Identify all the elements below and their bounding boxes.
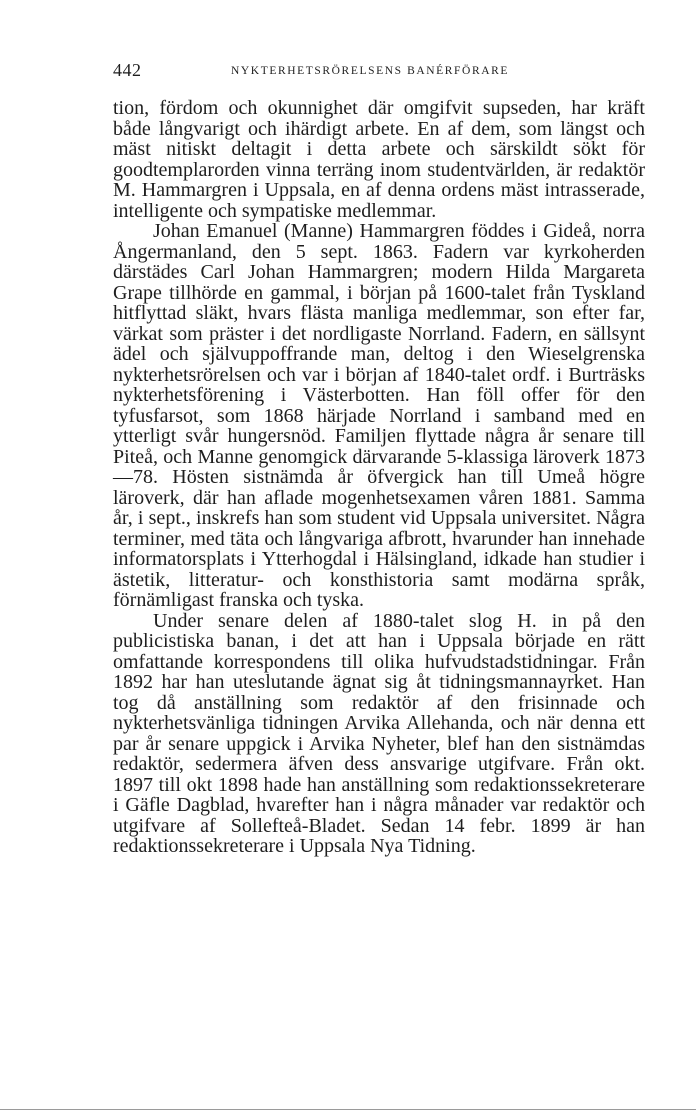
- paragraph-biography: Johan Emanuel (Manne) Hammargren föddes i Gideå, norra Ångermanland, den 5 sept. 1863. Fadern var kyrkoherden därstädes Carl Johan Hammargren; modern Hilda Margareta Grape tillhörde en gammal, i början på 1600-talet från Tyskland hitflyttad släkt, hvars flästa manliga medlemmar, son efter far, värkat som präster i det nordligaste Norrland. Fadern, en sällsynt ädel och självuppoffrande man, deltog i den Wieselgrenska nykterhetsrörelsen och var i början af 1840-talet ordf. i Burträsks nykterhetsförening i Västerbotten. Han föll offer för den tyfusfarsot, som 1868 härjade Norrland i samband med en ytterligt svår hungersnöd. Familjen flyttade några år senare till Piteå, och Manne genomgick därvarande 5-klassiga läroverk 1873—78. Hösten sistnämda år öfvergick han till Umeå högre läroverk, där han aflade mogenhetsexamen våren 1881. Samma år, i sept., inskrefs han som student vid Uppsala universitet. Några terminer, med täta och långvariga afbrott, hvarunder han innehade informatorsplats i Ytterhogdal i Hälsingland, idkade han studier i ästetik, litteratur- och konsthistoria samt modärna språk, förnämligast franska och tyska.: [113, 220, 645, 611]
- page-number: 442: [113, 60, 142, 80]
- running-title: NYKTERHETSRÖRELSENS BANÉRFÖRARE: [231, 65, 510, 77]
- running-head: [113, 60, 643, 84]
- paragraph-career: Under senare delen af 1880-talet slog H. in på den publicistiska banan, i det att han i Uppsala började en rätt omfattande korrespondens till olika hufvudstadstidningar. Från 1892 har han uteslutande ägnat sig åt tidningsmannayrket. Han tog då anställning som redaktör af den frisinnade och nykterhetsvänliga tidningen Arvika Allehanda, och när denna ett par år senare uppgick i Arvika Nyheter, blef han den sistnämdas redaktör, sedermera äfven dess ansvarige utgifvare. Från okt. 1897 till okt 1898 hade han anställning som redaktionssekreterare i Gäfle Dagblad, hvarefter han i några månader var redaktör och utgifvare af Sollefteå-Bladet. Sedan 14 febr. 1899 är han redaktionssekreterare i Uppsala Nya Tidning.: [113, 609, 645, 857]
- page-bottom-edge: [0, 1109, 696, 1110]
- paragraph-continuation: tion, fördom och okunnighet där omgifvit supseden, har kräft både långvarigt och ihärdigt arbete. En af dem, som längst och mäst nitiskt deltagit i detta arbete och särskildt sökt för goodtemplarorden vinna terräng inom studentvärlden, är redaktör M. Hammargren i Uppsala, en af denna ordens mäst intrasserade, intelligente och sympatiske medlemmar.: [113, 97, 645, 222]
- body-text: [113, 98, 645, 857]
